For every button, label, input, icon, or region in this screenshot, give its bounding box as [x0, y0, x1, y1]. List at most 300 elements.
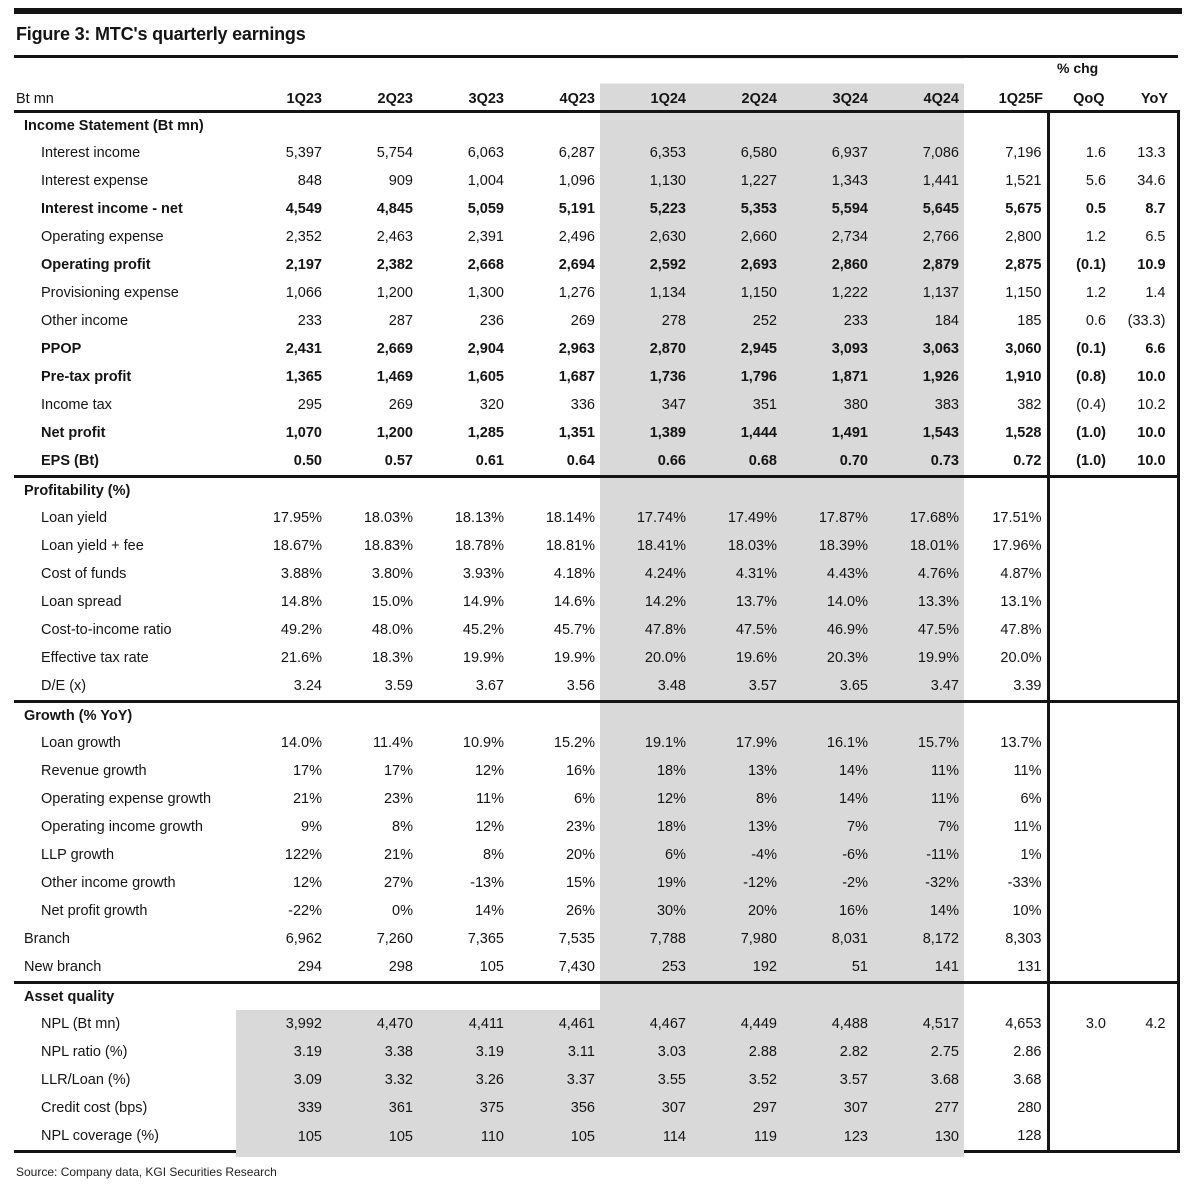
- table-row: [14, 1038, 1178, 1066]
- cell: 18.14%: [545, 510, 595, 526]
- cell: 13.3%: [873, 588, 964, 616]
- cell: [236, 477, 327, 505]
- cell: 2,963: [558, 341, 595, 357]
- section-heading: Profitability (%): [14, 477, 236, 505]
- row-label: Cost of funds: [41, 566, 127, 582]
- cell-yoy: [1114, 672, 1178, 702]
- cell: 1,004: [467, 173, 504, 189]
- cell: 11%: [1013, 819, 1042, 835]
- cell: 185: [1017, 313, 1042, 329]
- cell-qoq: 0.5: [1048, 195, 1114, 223]
- cell: 1,200: [376, 425, 413, 441]
- cell: 3.80%: [371, 566, 413, 582]
- cell: 2,870: [600, 335, 691, 363]
- cell: 351: [691, 391, 782, 419]
- cell: [600, 477, 691, 505]
- cell: 128: [964, 1122, 1048, 1152]
- cell-yoy: [1114, 729, 1178, 757]
- cell: [418, 477, 509, 505]
- cell: 3.65: [782, 672, 873, 702]
- row-label: Interest expense: [41, 173, 149, 189]
- cell-yoy: 6.5: [1114, 223, 1178, 251]
- cell: 3.09: [236, 1066, 327, 1094]
- cell: 5,223: [600, 195, 691, 223]
- cell: -11%: [873, 841, 964, 869]
- cell: 3.32: [327, 1066, 418, 1094]
- cell: 20%: [691, 897, 782, 925]
- table-row: [14, 785, 1178, 813]
- cell: 3.57: [782, 1066, 873, 1094]
- cell: 7,430: [558, 959, 595, 975]
- cell: 4,461: [509, 1010, 600, 1038]
- cell: 105: [479, 959, 504, 975]
- cell: 105: [236, 1122, 327, 1152]
- table-row: [14, 813, 1178, 841]
- cell: 12%: [474, 763, 504, 779]
- column-header-1q24: 1Q24: [600, 57, 691, 112]
- cell: 4.76%: [873, 560, 964, 588]
- cell: 7,086: [873, 139, 964, 167]
- cell: 361: [327, 1094, 418, 1122]
- section-heading: Asset quality: [14, 983, 236, 1011]
- cell: 20.3%: [782, 644, 873, 672]
- cell: 14%: [782, 785, 873, 813]
- cell: 27%: [383, 875, 413, 891]
- cell: 1,736: [600, 363, 691, 391]
- cell: 18.03%: [363, 510, 413, 526]
- cell-qoq: (1.0): [1048, 447, 1114, 477]
- cell: 19.9%: [873, 644, 964, 672]
- cell: 4,449: [691, 1010, 782, 1038]
- cell: 0.64: [566, 453, 595, 469]
- cell-qoq: 0.6: [1048, 307, 1114, 335]
- section-heading: Income Statement (Bt mn): [14, 112, 236, 140]
- cell-yoy: [1114, 702, 1178, 730]
- cell: 0.73: [873, 447, 964, 477]
- column-header-2q24: 2Q24: [691, 57, 782, 112]
- cell: 4.87%: [1000, 566, 1042, 582]
- cell: 1,796: [691, 363, 782, 391]
- cell: [236, 983, 327, 1011]
- cell: 2,860: [782, 251, 873, 279]
- cell: 122%: [284, 847, 322, 863]
- cell: 7,980: [691, 925, 782, 953]
- cell: 17.68%: [873, 504, 964, 532]
- cell: 909: [388, 173, 413, 189]
- cell: [873, 477, 964, 505]
- cell: [964, 702, 1048, 730]
- cell: -22%: [288, 903, 322, 919]
- cell: -6%: [782, 841, 873, 869]
- table-row: [14, 757, 1178, 785]
- cell: 1,605: [467, 369, 504, 385]
- cell: [691, 477, 782, 505]
- table-row: [14, 1122, 1178, 1152]
- cell: 3.26: [418, 1066, 509, 1094]
- table-row: [14, 363, 1178, 391]
- cell: [509, 112, 600, 140]
- cell: -13%: [470, 875, 504, 891]
- cell: 280: [1017, 1100, 1042, 1116]
- row-label: Operating expense: [41, 229, 164, 245]
- cell-qoq: [1048, 1066, 1114, 1094]
- cell-yoy: [1114, 983, 1178, 1011]
- cell: 1,926: [873, 363, 964, 391]
- cell: 5,353: [691, 195, 782, 223]
- cell: 4.43%: [782, 560, 873, 588]
- cell: 1,389: [600, 419, 691, 447]
- cell: [691, 112, 782, 140]
- cell: 6%: [1020, 791, 1042, 807]
- cell: 3,093: [782, 335, 873, 363]
- row-label: Loan yield: [41, 510, 108, 526]
- cell: 17.95%: [272, 510, 322, 526]
- cell: 2,382: [376, 257, 413, 273]
- cell: [782, 477, 873, 505]
- cell: 1,543: [873, 419, 964, 447]
- cell: 21%: [383, 847, 413, 863]
- earnings-table: [14, 55, 1180, 1153]
- cell: 17.51%: [992, 510, 1042, 526]
- cell-yoy: [1114, 477, 1178, 505]
- cell-qoq: 1.2: [1048, 223, 1114, 251]
- column-header-qoq: QoQ: [1073, 91, 1105, 107]
- cell: 48.0%: [371, 622, 413, 638]
- table-row: [14, 560, 1178, 588]
- cell: 16.1%: [782, 729, 873, 757]
- cell: 1,687: [558, 369, 595, 385]
- cell-yoy: [1114, 813, 1178, 841]
- cell: 4.31%: [691, 560, 782, 588]
- column-header-3q23: 3Q23: [418, 57, 509, 112]
- cell: 18%: [600, 813, 691, 841]
- table-row: [14, 1066, 1178, 1094]
- row-label: Loan yield + fee: [41, 538, 144, 554]
- cell-yoy: [1114, 869, 1178, 897]
- row-label: D/E (x): [41, 678, 87, 694]
- cell: 12%: [474, 819, 504, 835]
- chg-header-inner: [1048, 58, 1178, 110]
- cell: 17%: [292, 763, 322, 779]
- table-row: [14, 335, 1178, 363]
- cell: 47.8%: [600, 616, 691, 644]
- cell-qoq: [1048, 477, 1114, 505]
- row-label: Income tax: [41, 397, 112, 413]
- row-label: Operating profit: [41, 257, 151, 273]
- cell: 23%: [383, 791, 413, 807]
- column-header-4q24: 4Q24: [873, 57, 964, 112]
- cell-yoy: [1114, 504, 1178, 532]
- cell: 14.6%: [553, 594, 595, 610]
- cell-qoq: [1048, 588, 1114, 616]
- row-label: LLP growth: [41, 847, 115, 863]
- cell: 1,066: [285, 285, 322, 301]
- cell: 1,134: [600, 279, 691, 307]
- cell: 7%: [782, 813, 873, 841]
- cell: 2,875: [1005, 257, 1042, 273]
- cell: 8%: [691, 785, 782, 813]
- cell-yoy: [1114, 897, 1178, 925]
- cell: [600, 983, 691, 1011]
- cell-qoq: [1048, 785, 1114, 813]
- cell: [236, 112, 327, 140]
- cell: 20%: [565, 847, 595, 863]
- cell: 1,096: [558, 173, 595, 189]
- table-row: [14, 644, 1178, 672]
- table-body: [14, 112, 1178, 1152]
- cell-qoq: [1048, 983, 1114, 1011]
- cell-yoy: [1114, 644, 1178, 672]
- cell: 6,937: [782, 139, 873, 167]
- cell: 2,592: [600, 251, 691, 279]
- cell: 45.2%: [462, 622, 504, 638]
- cell: 18.01%: [873, 532, 964, 560]
- cell: 3.68: [1013, 1072, 1042, 1088]
- cell: 110: [418, 1122, 509, 1152]
- cell: 18.41%: [600, 532, 691, 560]
- table-row: [14, 167, 1178, 195]
- row-label: New branch: [24, 959, 102, 975]
- table-row: [14, 195, 1178, 223]
- cell: 1,444: [691, 419, 782, 447]
- cell: 2,766: [873, 223, 964, 251]
- cell: 130: [873, 1122, 964, 1152]
- cell: 4,411: [418, 1010, 509, 1038]
- row-label: NPL coverage (%): [14, 1122, 236, 1152]
- cell: 307: [782, 1094, 873, 1122]
- cell-qoq: [1048, 841, 1114, 869]
- cell-qoq: [1048, 644, 1114, 672]
- cell: 848: [297, 173, 322, 189]
- cell: 1,351: [558, 425, 595, 441]
- cell: 17.96%: [992, 538, 1042, 554]
- cell-yoy: 8.7: [1114, 195, 1178, 223]
- row-label: Cost-to-income ratio: [41, 622, 172, 638]
- cell-yoy: [1114, 1038, 1178, 1066]
- cell: 1,871: [782, 363, 873, 391]
- cell: 105: [327, 1122, 418, 1152]
- cell: 2,800: [1005, 229, 1042, 245]
- cell-qoq: [1048, 532, 1114, 560]
- cell: 3.03: [600, 1038, 691, 1066]
- cell: 192: [691, 953, 782, 983]
- table-row: [14, 251, 1178, 279]
- section-heading-row: [14, 983, 1178, 1011]
- cell: 11%: [476, 791, 504, 807]
- cell: 16%: [565, 763, 595, 779]
- row-label: Loan growth: [41, 735, 121, 751]
- cell: 13.1%: [1000, 594, 1042, 610]
- cell: 14.8%: [280, 594, 322, 610]
- cell: 14%: [782, 757, 873, 785]
- column-header-yoy: YoY: [1140, 91, 1169, 107]
- cell: 6,580: [691, 139, 782, 167]
- cell: 14.9%: [462, 594, 504, 610]
- cell: 295: [297, 397, 322, 413]
- cell: 26%: [565, 903, 595, 919]
- cell: 3,060: [1005, 341, 1042, 357]
- cell: 0%: [392, 903, 413, 919]
- cell: 1,528: [1005, 425, 1042, 441]
- cell: 269: [388, 397, 413, 413]
- table-row: [14, 532, 1178, 560]
- cell-qoq: [1048, 813, 1114, 841]
- row-label: EPS (Bt): [41, 453, 99, 469]
- cell: 1,441: [873, 167, 964, 195]
- row-label: Pre-tax profit: [41, 369, 132, 385]
- row-label: Operating expense growth: [41, 791, 212, 807]
- cell-qoq: [1048, 1038, 1114, 1066]
- section-heading-row: [14, 702, 1178, 730]
- chg-subheaders: [1048, 91, 1178, 107]
- cell: 253: [600, 953, 691, 983]
- cell: 1,521: [1005, 173, 1042, 189]
- cell-yoy: [1114, 841, 1178, 869]
- cell: 141: [873, 953, 964, 983]
- cell-yoy: 1.4: [1114, 279, 1178, 307]
- cell-yoy: [1114, 1094, 1178, 1122]
- cell: 287: [388, 313, 413, 329]
- cell: 5,191: [558, 201, 595, 217]
- cell: 5,594: [782, 195, 873, 223]
- table-row: [14, 729, 1178, 757]
- cell-yoy: [1114, 785, 1178, 813]
- cell: 2,945: [691, 335, 782, 363]
- table-row: [14, 504, 1178, 532]
- row-label: Branch: [24, 931, 70, 947]
- cell: 20.0%: [600, 644, 691, 672]
- cell: [418, 983, 509, 1011]
- cell: 2,496: [558, 229, 595, 245]
- cell-yoy: [1114, 1066, 1178, 1094]
- cell: 4.24%: [600, 560, 691, 588]
- cell: 2.75: [873, 1038, 964, 1066]
- cell: 1,222: [782, 279, 873, 307]
- cell: 4,845: [376, 201, 413, 217]
- chg-header-title: % chg: [1057, 60, 1099, 76]
- cell: 17%: [383, 763, 413, 779]
- cell: 19.1%: [600, 729, 691, 757]
- cell: 19.9%: [462, 650, 504, 666]
- column-header-4q23: 4Q23: [509, 57, 600, 112]
- cell: 3,063: [873, 335, 964, 363]
- cell: 14.2%: [600, 588, 691, 616]
- cell: -2%: [782, 869, 873, 897]
- cell: 4,470: [327, 1010, 418, 1038]
- cell: 18.67%: [272, 538, 322, 554]
- cell: 2,879: [873, 251, 964, 279]
- cell: [873, 983, 964, 1011]
- cell: 2,463: [376, 229, 413, 245]
- cell: 13%: [691, 757, 782, 785]
- table-row: [14, 391, 1178, 419]
- cell: 19.9%: [553, 650, 595, 666]
- cell: 9%: [301, 819, 322, 835]
- cell: 1,070: [285, 425, 322, 441]
- cell: 11%: [1013, 763, 1042, 779]
- cell-qoq: [1048, 897, 1114, 925]
- cell: 3.47: [873, 672, 964, 702]
- cell: [327, 702, 418, 730]
- cell: 12%: [292, 875, 322, 891]
- cell: 20.0%: [1000, 650, 1042, 666]
- row-label: Provisioning expense: [41, 285, 179, 301]
- cell: 13.7%: [691, 588, 782, 616]
- cell-yoy: [1114, 925, 1178, 953]
- cell: [600, 112, 691, 140]
- figure-title: Figure 3: MTC's quarterly earnings: [16, 24, 306, 44]
- cell: 2,904: [467, 341, 504, 357]
- cell: 17.49%: [691, 504, 782, 532]
- cell-yoy: 6.6: [1114, 335, 1178, 363]
- cell-qoq: [1048, 672, 1114, 702]
- cell: 18.39%: [782, 532, 873, 560]
- cell: 3.39: [1013, 678, 1042, 694]
- cell: 8%: [392, 819, 413, 835]
- table-header-row: [14, 57, 1178, 112]
- cell: 3.19: [418, 1038, 509, 1066]
- column-header-1q25f: 1Q25F: [964, 57, 1048, 112]
- cell: 1,137: [873, 279, 964, 307]
- cell-qoq: [1048, 729, 1114, 757]
- table-row: [14, 869, 1178, 897]
- cell: 23%: [565, 819, 595, 835]
- cell: 233: [297, 313, 322, 329]
- top-rule: [14, 8, 1182, 14]
- cell: 14%: [873, 897, 964, 925]
- cell: 3.19: [236, 1038, 327, 1066]
- cell: 252: [691, 307, 782, 335]
- cell: -4%: [691, 841, 782, 869]
- cell: 294: [297, 959, 322, 975]
- cell: 1,150: [691, 279, 782, 307]
- cell: 18.03%: [691, 532, 782, 560]
- cell: 5,645: [873, 195, 964, 223]
- cell: 47.5%: [873, 616, 964, 644]
- cell: 380: [782, 391, 873, 419]
- cell: 7%: [873, 813, 964, 841]
- cell-qoq: (0.8): [1048, 363, 1114, 391]
- cell: 0.61: [475, 453, 504, 469]
- cell: 1,343: [782, 167, 873, 195]
- cell-yoy: 10.0: [1114, 363, 1178, 391]
- column-header-3q24: 3Q24: [782, 57, 873, 112]
- table-row: [14, 223, 1178, 251]
- row-label: Interest income - net: [41, 201, 183, 217]
- cell: 11.4%: [372, 735, 413, 751]
- cell: 119: [691, 1122, 782, 1152]
- cell: 3.11: [509, 1038, 600, 1066]
- cell: 1,285: [467, 425, 504, 441]
- cell: 2,694: [558, 257, 595, 273]
- cell: 14%: [474, 903, 504, 919]
- cell: [964, 983, 1048, 1011]
- cell-qoq: [1048, 504, 1114, 532]
- table-row: [14, 616, 1178, 644]
- cell: 4.18%: [553, 566, 595, 582]
- row-label: Loan spread: [41, 594, 122, 610]
- cell-qoq: [1048, 953, 1114, 983]
- cell: 7,788: [600, 925, 691, 953]
- cell: 47.5%: [691, 616, 782, 644]
- cell-qoq: (1.0): [1048, 419, 1114, 447]
- cell-qoq: [1048, 616, 1114, 644]
- source-note: Source: Company data, KGI Securities Research: [16, 1165, 277, 1179]
- cell: 18.83%: [363, 538, 413, 554]
- cell: 13.7%: [1000, 735, 1042, 751]
- cell-yoy: [1114, 532, 1178, 560]
- cell: 1,365: [285, 369, 322, 385]
